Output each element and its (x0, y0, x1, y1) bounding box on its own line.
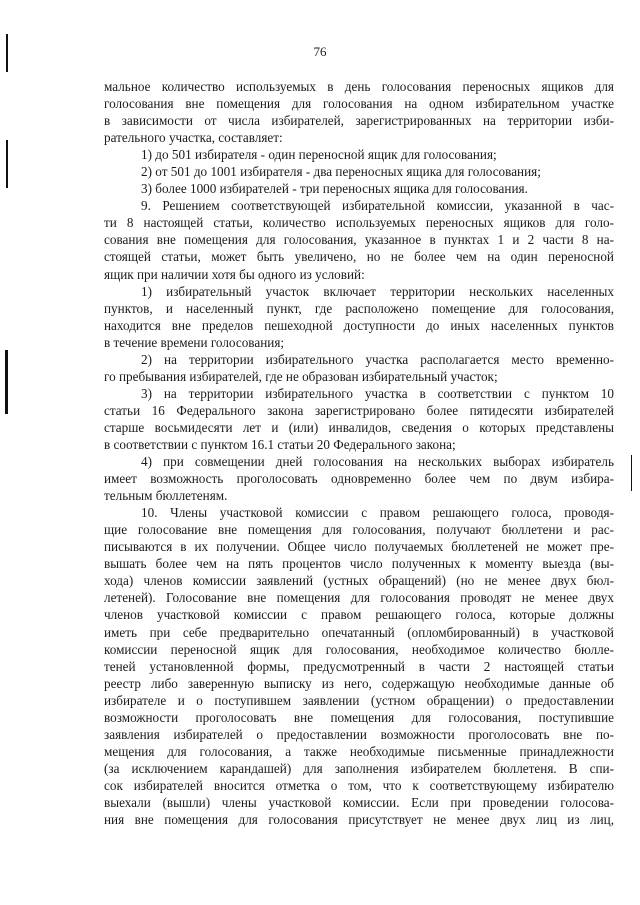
text-line: мещения для голосования, а также необходимые письменные принадлежности (104, 743, 614, 759)
text-line: избирателе и о поступившем заявлении (устном обращении) о предоставлении (104, 692, 614, 708)
text-line: имеет возможность проголосовать одновременно более чем по двум избира- (104, 471, 614, 487)
text-line: 4) при совмещении дней голосования на нескольких выборах избиратель (141, 454, 614, 470)
text-line: старше восьмидесяти лет и (или) инвалидов, сведения о которых представлены (104, 419, 614, 435)
text-line: в течение времени голосования; (104, 334, 285, 350)
text-line: выехали (вышли) члены участковой комиссии. Если при проведении голосова- (104, 794, 614, 810)
text-line: ящик при наличии хотя бы одного из условий: (104, 266, 365, 282)
text-line: в зависимости от числа избирателей, зарегистрированных на территории изби- (104, 113, 614, 129)
text-line: возможности проголосовать вне помещения для голосования, поступившие (104, 709, 614, 725)
text-line: статьи 16 Федерального закона зарегистрировано более пятидесяти избирателей (104, 402, 614, 418)
text-line: членов участковой комиссии с правом решающего голоса, которые должны (104, 607, 614, 623)
text-line: сования вне помещения для голосования, указанное в пунктах 1 и 2 части 8 на- (104, 232, 614, 248)
text-line: 2) от 501 до 1001 избирателя - два переносных ящика для голосования; (141, 164, 541, 180)
text-line: рательного участка, составляет: (104, 130, 283, 146)
text-line: комиссии переносной ящик для голосования, необходимое количество бюлле- (104, 641, 614, 657)
document-body (104, 78, 614, 828)
text-line: вышать более чем на пять процентов число полученных к моменту выезда (вы- (104, 556, 614, 572)
text-line: ния вне помещения для голосования присутствует не менее двух лиц из лиц, (104, 812, 614, 828)
scan-edge-mark-right (631, 455, 632, 491)
text-line: щие голосование вне помещения для голосования, получают бюллетени и рас- (104, 522, 614, 538)
text-line: 1) избирательный участок включает территории нескольких населенных (141, 283, 614, 299)
text-line: голосования вне помещения для голосования на одном избирательном участке (104, 96, 614, 112)
text-line: в соответствии с пунктом 16.1 статьи 20 Федерального закона; (104, 436, 456, 452)
scan-edge-mark-left-upper (6, 140, 8, 188)
text-line: 10. Члены участковой комиссии с правом решающего голоса, проводя- (141, 505, 614, 521)
text-line: писываются в их получении. Общее число получаемых бюллетеней не может пре- (104, 539, 614, 555)
scan-edge-mark-left-middle (5, 350, 8, 414)
text-line: летеней). Голосование вне помещения для голосования проводят не менее двух (104, 590, 614, 606)
text-line: 3) более 1000 избирателей - три переносных ящика для голосования. (141, 181, 528, 197)
text-line: теней установленной формы, предусмотренный в части 2 настоящей статьи (104, 658, 614, 674)
text-line: находится вне пределов пешеходной доступности до иных населенных пунктов (104, 317, 614, 333)
text-line: реестр либо заверенную выписку из него, содержащую необходимые данные об (104, 675, 614, 691)
text-line: 1) до 501 избирателя - один переносной ящик для голосования; (141, 147, 497, 163)
text-line: мальное количество используемых в день голосования переносных ящиков для (104, 79, 614, 94)
text-line: сок избирателей вносится отметка о том, что к соответствующему избирателю (104, 777, 614, 793)
text-line: 2) на территории избирательного участка располагается место временно- (141, 351, 614, 367)
text-line: пунктов, и населенный пункт, где расположено помещение для голосования, (104, 300, 614, 316)
text-line: го пребывания избирателей, где не образован избирательный участок; (104, 368, 498, 384)
text-line: хода) членов комиссии заявлений (устных обращений) (но не менее двух бюл- (104, 573, 614, 589)
text-line: 3) на территории избирательного участка в соответствии с пунктом 10 (141, 385, 614, 401)
text-line: ти 8 настоящей статьи, количество используемых переносных ящиков для голо- (104, 215, 614, 231)
text-line: заявления избирателей о предоставлении возможности проголосовать вне по- (104, 726, 614, 742)
text-line: (за исключением карандашей) для заполнения избирателем бюллетеня. В спи- (104, 760, 614, 776)
text-line: иметь при себе предварительно опечатанный (опломбированный) в участковой (104, 624, 614, 640)
text-line: тельным бюллетеням. (104, 488, 228, 504)
page-number: 76 (313, 44, 327, 59)
text-line: стоящей статьи, может быть увеличено, но не более чем на один переносной (104, 249, 614, 265)
text-line: 9. Решением соответствующей избирательной комиссии, указанной в час- (141, 198, 614, 214)
